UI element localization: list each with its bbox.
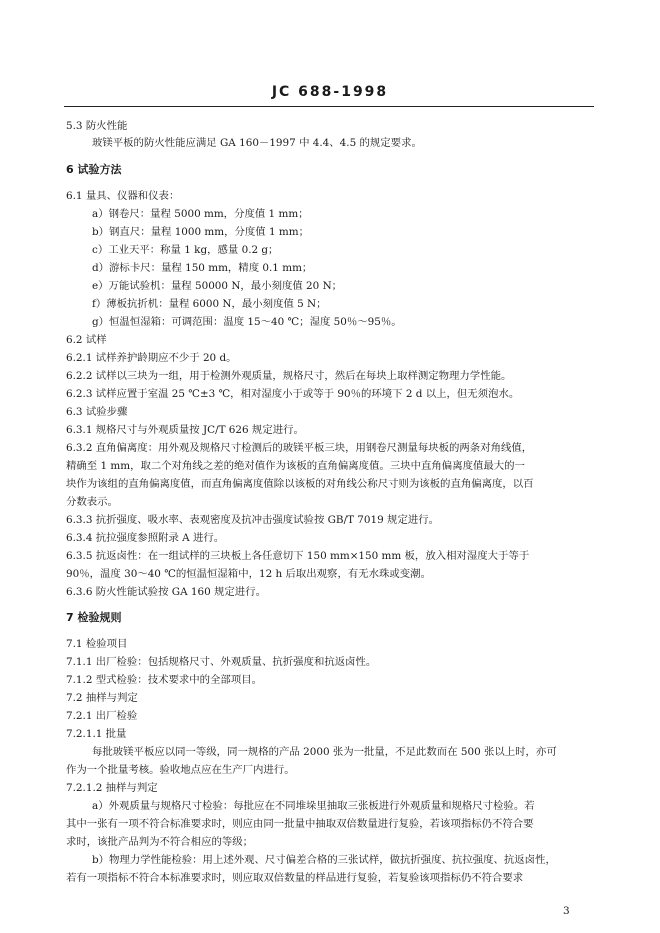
text-line: a）钢卷尺：量程 5000 mm，分度值 1 mm； xyxy=(92,208,309,220)
text-line: 6.3.1 规格尺寸与外观质量按 JC/T 626 规定进行。 xyxy=(66,424,304,436)
text-line: 7.1 检验项目 xyxy=(66,638,128,650)
text-line: 7.1.2 型式检验：技术要求中的全部项目。 xyxy=(66,674,262,686)
text-line: 6.3 试验步骤 xyxy=(66,406,128,418)
text-line: 其中一张有一项不符合标准要求时，则应由同一批量中抽取双倍数量进行复验，若该项指标仍不符合要 xyxy=(66,818,534,830)
text-line: 90％，温度 30～40 ℃的恒温恒湿箱中，12 h 后取出观察，有无水珠或变潮。 xyxy=(66,568,431,580)
text-line: 6.3.3 抗折强度、吸水率、表观密度及抗冲击强度试验按 GB/T 7019 规定进行。 xyxy=(66,514,440,526)
text-line: 7 检验规则 xyxy=(66,611,122,624)
text-line: 6.3.6 防火性能试验按 GA 160 规定进行。 xyxy=(66,586,266,598)
text-line: 6.2.1 试样养护龄期应不少于 20 d。 xyxy=(66,352,237,364)
text-line: 作为一个批量考核。验收地点应在生产厂内进行。 xyxy=(66,764,295,776)
text-line: 6.1 量具、仪器和仪表： xyxy=(66,190,180,202)
header-rule xyxy=(64,106,594,107)
text-line: 6.3.2 直角偏离度：用外观及规格尺寸检测后的玻镁平板三块，用钢卷尺测量每块板的两条对角线值， xyxy=(66,442,533,454)
text-line: g）恒温恒湿箱：可调范围：温度 15～40 ℃；湿度 50％～95％。 xyxy=(92,316,402,328)
text-line: 6.3.5 抗返卤性：在一组试样的三块板上各任意切下 150 mm×150 mm 板，放入相对湿度大于等于 xyxy=(66,550,530,562)
text-line: 7.2.1.1 批量 xyxy=(66,728,127,740)
text-line: 若有一项指标不符合本标准要求时，则应取双倍数量的样品进行复验，若复验该项指标仍不符合要求 xyxy=(66,872,524,884)
text-line: 6.2 试样 xyxy=(66,334,107,346)
text-line: b）物理力学性能检验：用上述外观、尺寸偏差合格的三张试样，做抗折强度、抗拉强度、抗返卤性， xyxy=(92,854,556,866)
text-line: 6 试验方法 xyxy=(66,163,122,176)
text-line: 精确至 1 mm，取二个对角线之差的绝对值作为该板的直角偏离度值。三块中直角偏离度值最大的一 xyxy=(66,460,525,472)
text-line: f）薄板抗折机：量程 6000 N，最小刻度值 5 N； xyxy=(92,298,327,310)
text-line: 分数表示。 xyxy=(66,496,118,508)
text-line: 7.2.1.2 抽样与判定 xyxy=(66,782,158,794)
text-line: a）外观质量与规格尺寸检验：每批应在不同堆垛里抽取三张板进行外观质量和规格尺寸检验。若 xyxy=(92,800,535,812)
text-line: b）钢直尺：量程 1000 mm，分度值 1 mm； xyxy=(92,226,310,238)
text-line: 6.3.4 抗拉强度参照附录 A 进行。 xyxy=(66,532,225,544)
text-line: e）万能试验机：量程 50000 N，最小刻度值 20 N； xyxy=(92,280,343,292)
text-line: 求时，该批产品判为不符合相应的等级； xyxy=(66,836,254,848)
text-line: 7.1.1 出厂检验：包括规格尺寸、外观质量、抗折强度和抗返卤性。 xyxy=(66,656,377,668)
text-line: 6.2.3 试样应置于室温 25 ℃±3 ℃，相对湿度小于或等于 90％的环境下 2 d 以上，但无须泡水。 xyxy=(66,388,520,400)
standard-code-header: JC 688-1998 xyxy=(271,84,389,100)
text-line: 6.2.2 试样以三块为一组，用于检测外观质量，规格尺寸，然后在每块上取样测定物理力学性能。 xyxy=(66,370,512,382)
text-line: 7.2 抽样与判定 xyxy=(66,692,138,704)
text-line: d）游标卡尺：量程 150 mm，精度 0.1 mm； xyxy=(92,262,313,274)
text-line: 玻镁平板的防火性能应满足 GA 160－1997 中 4.4、4.5 的规定要求。 xyxy=(92,137,422,149)
text-line: 5.3 防火性能 xyxy=(66,120,128,132)
text-line: 每批玻镁平板应以同一等级，同一规格的产品 2000 张为一批量，不足此数而在 500 张以上时，亦可 xyxy=(92,746,557,758)
page-number: 3 xyxy=(563,905,570,917)
text-line: 块作为该组的直角偏离度值，而直角偏离度值除以该板的对角线公称尺寸则为该板的直角偏离度，以百 xyxy=(66,478,534,490)
text-line: c）工业天平：称量 1 kg，感量 0.2 g； xyxy=(92,244,279,256)
text-line: 7.2.1 出厂检验 xyxy=(66,710,138,722)
